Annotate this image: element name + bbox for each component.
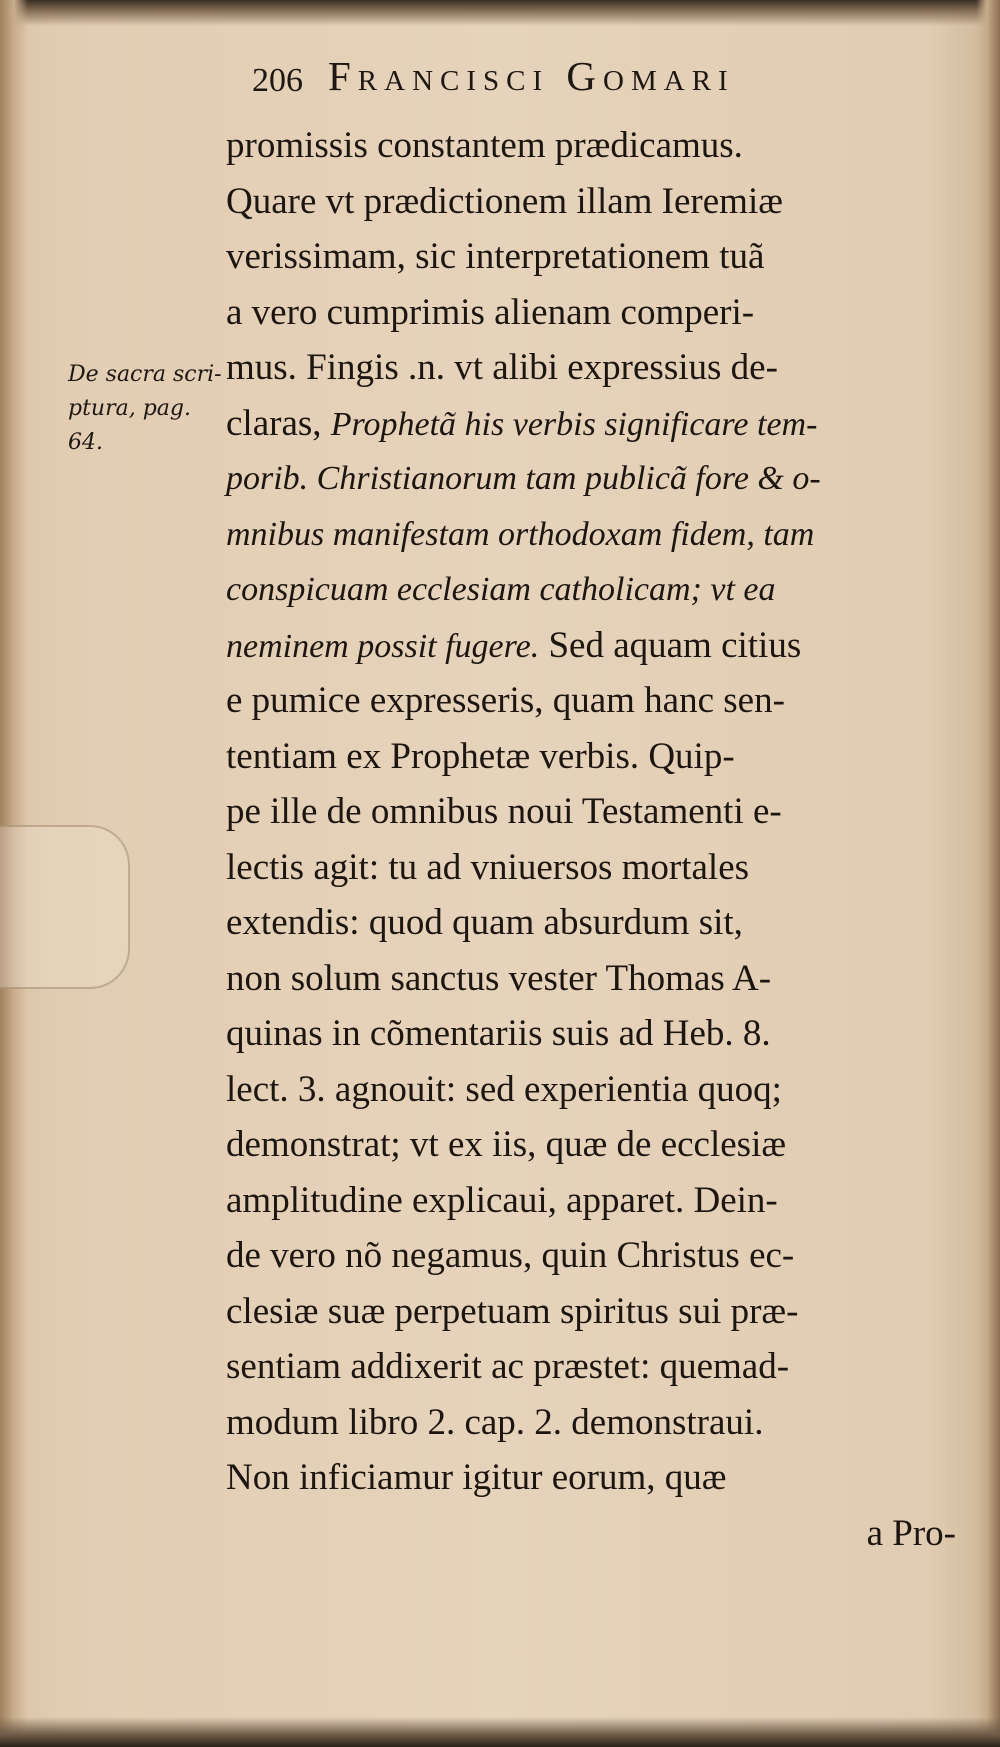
- catchword: a Pro-: [866, 1512, 956, 1554]
- text-line: lectis agit: tu ad vniuersos mortales: [226, 846, 750, 888]
- right-page-edge: [976, 0, 1000, 1747]
- marginal-note-line: 64.: [68, 430, 103, 455]
- text-roman: claras,: [226, 402, 331, 444]
- text-line: [226, 396, 966, 452]
- page-number: 206: [252, 62, 303, 99]
- text-line: tentiam ex Prophetæ verbis. Quip-: [226, 735, 735, 777]
- text-roman: Sed aquam citius: [539, 624, 802, 666]
- text-line: verissimam, sic interpretationem tuã: [226, 236, 765, 277]
- text-line: non solum sanctus vester Thomas A-: [226, 957, 772, 999]
- text-line: mus. Fingis .n. vt alibi expressius de-: [226, 347, 778, 388]
- text-line: lect. 3. agnouit: sed experientia quoq;: [226, 1068, 782, 1110]
- text-line: amplitudine explicaui, apparet. Dein-: [226, 1179, 778, 1221]
- text-line: sentiam addixerit ac præstet: quemad-: [226, 1346, 790, 1387]
- page-header: [252, 52, 912, 112]
- marginal-note-line: De sacra scri-: [68, 362, 222, 387]
- text-line: Non inficiamur igitur eorum, quæ: [226, 1457, 727, 1498]
- text-line: clesiæ suæ perpetuam spiritus sui præ-: [226, 1290, 799, 1332]
- running-head: Francisci Gomari: [328, 53, 735, 99]
- text-line: e pumice expresseris, quam hanc sen-: [226, 680, 785, 721]
- text-line-italic: mnibus manifestam orthodoxam fidem, tam: [226, 515, 815, 553]
- text-line: a vero cumprimis alienam comperi-: [226, 291, 755, 333]
- text-italic: neminem possit fugere.: [226, 627, 540, 665]
- page-fold-mark: [0, 825, 130, 989]
- body-text: [226, 118, 966, 1561]
- text-line: pe ille de omnibus noui Testamenti e-: [226, 791, 782, 832]
- text-italic: Prophetã his verbis significare tem-: [330, 405, 818, 443]
- bottom-shadow: [0, 1717, 1000, 1747]
- text-line: quinas in cõmentariis suis ad Heb. 8.: [226, 1013, 771, 1054]
- text-line: extendis: quod quam absurdum sit,: [226, 902, 743, 943]
- text-line: demonstrat; vt ex iis, quæ de ecclesiæ: [226, 1124, 787, 1165]
- text-line-italic: porib. Christianorum tam publicã fore & o-: [226, 460, 821, 497]
- top-shadow: [0, 0, 1000, 26]
- text-line: [226, 618, 966, 674]
- text-line: Quare vt prædictionem illam Ieremiæ: [226, 180, 783, 222]
- text-line: de vero nõ negamus, quin Christus ec-: [226, 1235, 795, 1276]
- text-line: promissis constantem prædicamus.: [226, 125, 743, 166]
- text-line: modum libro 2. cap. 2. demonstraui.: [226, 1401, 764, 1443]
- text-line-italic: conspicuam ecclesiam catholicam; vt ea: [226, 571, 776, 608]
- marginal-note-line: ptura, pag.: [68, 396, 191, 421]
